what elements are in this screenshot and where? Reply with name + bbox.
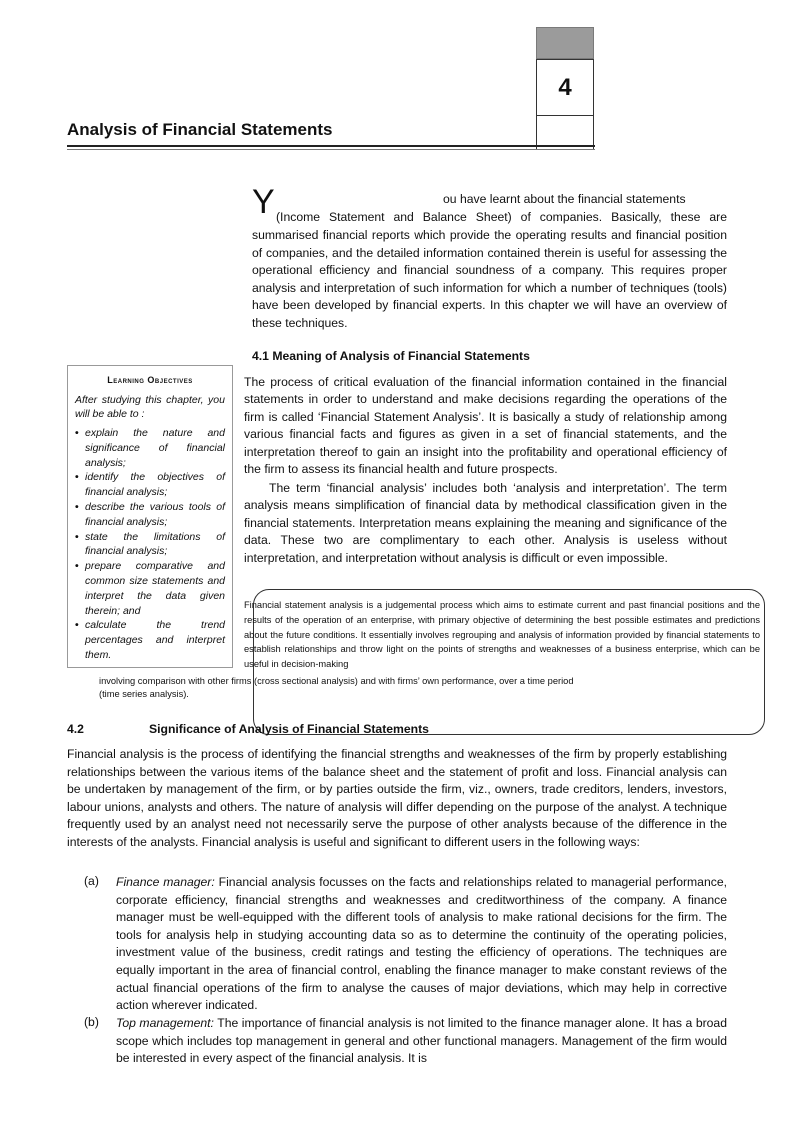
intro-paragraph: summarised financial reports which provide the operating results and financial position of companies, and the detailed information contained therein is useful for assessing the operational efficiency and financial soundness of a company. This requires proper analysis and interpretation of such information for which a number of techniques (tools) have been developed by financial experts. In this chapter we will have an overview of these techniques. [252,228,727,330]
chapter-tab-header [536,27,594,59]
definition-text: Financial statement analysis is a judgemental process which aims to estimate current and past financial positions and the results of the operation of an enterprise, with primary objective of determining the best possible estimates and predictions about the future conditions. It essentially involves regrouping and analysis of information provided by financial statements to establish relationships and throw light on the points of strengths and weaknesses of a business enterprise, which can be useful in decision-making [244,600,760,670]
list-item-text: Financial analysis focusses on the facts and relationships related to managerial performance, corporate efficiency, financial strengths and weaknesses and creditworthiness of the company. A finance manager must be well-equipped with the different tools of analysis to make rational decisions for the firm. The tools for analysis help in studying accounting data so as to determine the continuity of the operating policies, investment value of the business, credit ratings and testing the efficiency of operations. The techniques are equally important in the area of financial control, enabling the finance manager to make constant reviews of the actual financial operations of the firm to analyse the causes of major deviations, which may help in corrective action wherever indicated. [116,875,727,1013]
learning-objectives-title: Learning Objectives [107,375,193,385]
section-4-2-paragraph: Financial analysis is the process of identifying the financial strengths and weaknesses of the firm by properly establishing relationships between the various items of the balance sheet and the statement of profit and loss. Financial analysis can be undertaken by management of the firm, or by parties outside the firm, viz., owners, trade creditors, lenders, investors, labour unions, analysts and others. The nature of analysis will differ depending on the purpose of the analyst. A technique frequently used by an analyst need not necessarily serve the purpose of other analysts because of the difference in the interests of the analysts. Financial analysis is useful and significant to different users in the following ways: [67,747,727,849]
learning-objectives-list [75,426,225,663]
list-item-label: (a) [84,874,99,888]
intro-second-line: (Income Statement and Balance Sheet) of companies. Basically, these are [276,210,727,224]
objective-item: • prepare comparative and common size statements and interpret the data given therein; and [75,559,225,618]
objective-item: • identify the objectives of financial analysis; [75,470,225,500]
section-title-4-2: Significance of Analysis of Financial Statements [149,722,429,736]
list-item-label: (b) [84,1015,99,1029]
drop-cap: Y [252,183,275,221]
list-item-text: The importance of financial analysis is not limited to the finance manager alone. It has a broad scope which includes top management in general and other functional managers. Management of the firm would be interested in every aspect of the financial analysis. It is [116,1016,727,1066]
objective-item: • calculate the trend percentages and interpret them. [75,618,225,662]
intro-first-line: ou have learnt about the financial statements [443,192,686,206]
list-item-term: Finance manager: [116,875,215,889]
section-number-4-2: 4.2 [67,722,84,736]
list-item-top-management [116,1015,727,1068]
list-item-term: Top management: [116,1016,214,1030]
definition-line-6: involving comparison with other firms (cross sectional analysis) and with firms’ own performance, over a time period [99,676,574,686]
chapter-number: 4 [536,59,594,116]
definition-line-7: (time series analysis). [99,689,189,699]
section-4-1-paragraph-2-text: The term ‘financial analysis’ includes both ‘analysis and interpretation’. The term analysis means simplification of financial data by methodical classification given in the financial statements. Interpretation means explaining the meaning and significance of the data. These two are complimentary to each other. Analysis is useless without interpretation, and interpretation without analysis is difficult or even impossible. [244,481,727,565]
title-rule [67,145,595,147]
chapter-title: Analysis of Financial Statements [67,120,333,139]
list-item-finance-manager [116,874,727,1015]
objective-item: • state the limitations of financial analysis; [75,530,225,560]
section-4-1-paragraph-1: The process of critical evaluation of the financial information contained in the financial statements in order to understand and make decisions regarding the operations of the firm is called ‘Financial Statement Analysis’. It is basically a study of relationship among various financial facts and figures as given in a set of financial statements, and the interpretation thereof to gain an insight into the profitability and operational efficiency of the firm to assess its financial health and future prospects. [244,375,727,477]
section-heading-4-1: 4.1 Meaning of Analysis of Financial Statements [252,349,530,363]
objective-item: • describe the various tools of financial analysis; [75,500,225,530]
chapter-tab-footer [536,115,594,149]
section-4-1-paragraph-2 [244,480,727,567]
title-rule-thin [67,149,595,150]
learning-objectives-intro: After studying this chapter, you will be able to : [75,394,225,420]
objective-item: • explain the nature and significance of financial analysis; [75,426,225,470]
